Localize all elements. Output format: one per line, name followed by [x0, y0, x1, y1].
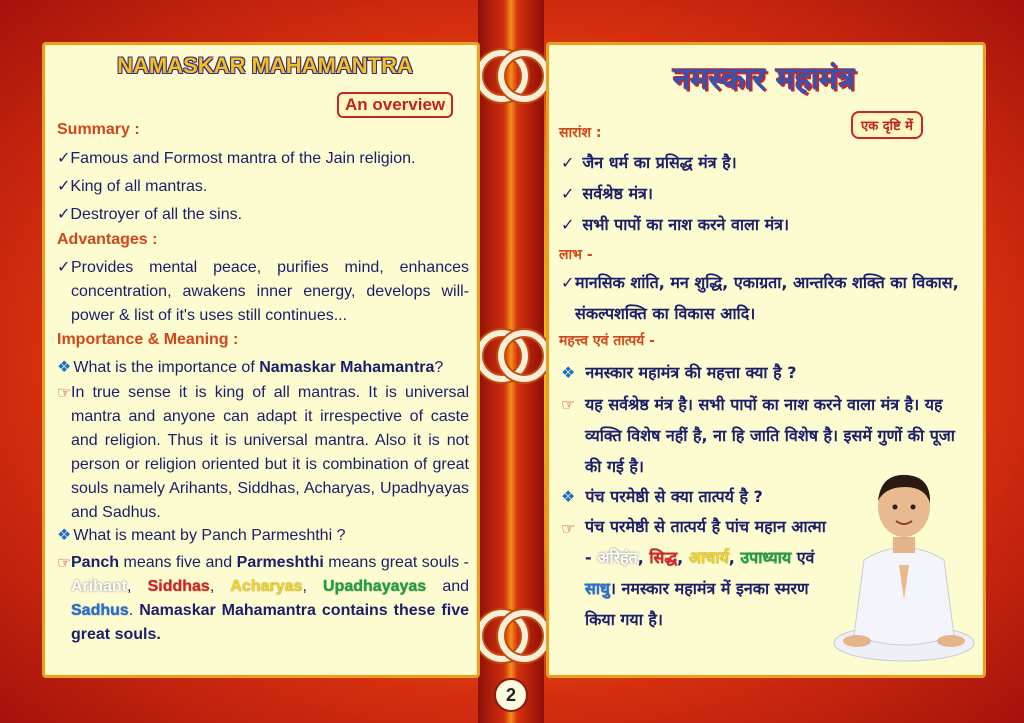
hand-pointer-icon: ☞ [561, 519, 576, 538]
hindi-page [546, 42, 986, 678]
hand-pointer-icon: ☞ [57, 555, 72, 572]
diamond-bullet-icon: ❖ [561, 363, 576, 382]
question-2: ❖ What is meant by Panch Parmeshthi ? [57, 527, 346, 544]
advantages-heading: Advantages : [57, 231, 158, 248]
page-title-hindi: नमस्कार महामंत्र [673, 61, 855, 97]
answer-2: Panch means five and Parmeshthi means great souls - Arihant, Siddhas, Acharyas, Upadhayayas and Sadhus. Namaskar Mahamantra contains these five great souls. [71, 554, 470, 643]
english-page [42, 42, 480, 678]
diamond-bullet-icon: ❖ [57, 359, 72, 376]
question-1: ❖ What is the importance of Namaskar Mahamantra? [57, 359, 444, 376]
diamond-bullet-icon: ❖ [57, 527, 72, 544]
answer-1-hindi: यह सर्वश्रेष्ठ मंत्र है। सभी पापों का नाश करने वाला मंत्र है। यह व्यक्ति विशेष नहीं है, ना हि जाति विशेष है। इसमें गुणों की पूजा की गई है। [585, 395, 955, 476]
binding-ring [498, 330, 550, 382]
summary-heading: Summary : [57, 121, 140, 138]
benefit-text-hindi: मानसिक शांति, मन शुद्धि, एकाग्रता, आन्तरिक शक्ति का विकास, संकल्पशक्ति का विकास आदि। [575, 273, 959, 323]
praying-child-image [829, 465, 979, 665]
answer-1: In true sense it is king of all mantras. It is universal mantra and anyone can adapt it irrespective of caste and religion. Thus it is universal mantra. Also it is not person or religion oriented but it is combination of great souls namely Arihants, Siddhas, Acharyas, Upadhyayas and Sadhus. [71, 384, 469, 521]
summary-item: ✓Destroyer of all the sins. [57, 206, 243, 223]
summary-item-hindi: ✓ सर्वश्रेष्ठ मंत्र। [561, 184, 653, 203]
importance-heading-hindi: महत्त्व एवं तात्पर्य - [559, 333, 655, 349]
hand-pointer-icon: ☞ [57, 385, 72, 402]
overview-badge: An overview [337, 92, 453, 118]
diamond-bullet-icon: ❖ [561, 487, 576, 506]
page-title: NAMASKAR MAHAMANTRA [117, 53, 413, 78]
benefit-heading-hindi: लाभ - [559, 247, 593, 263]
page-number: 2 [494, 678, 528, 712]
overview-badge-hindi: एक दृष्टि में [851, 111, 923, 139]
check-icon: ✓ [561, 273, 575, 292]
answer-2-hindi: पंच परमेष्ठी से तात्पर्य है पांच महान आत्मा - अरिहंत, सिद्ध, आचार्य, उपाध्याय एवं साधु। नमस्कार महामंत्र में इनका स्मरण किया गया है। [585, 517, 826, 629]
binding-ring [498, 610, 550, 662]
question-2-hindi: ❖ पंच परमेष्ठी से क्या तात्पर्य है ? [561, 487, 763, 506]
advantages-check-icon: ✓ [57, 259, 71, 276]
binding-ring [498, 50, 550, 102]
summary-item: ✓Famous and Formost mantra of the Jain religion. [57, 150, 416, 167]
importance-heading: Importance & Meaning : [57, 331, 239, 348]
question-1-hindi: ❖ नमस्कार महामंत्र की महत्ता क्या है ? [561, 363, 797, 382]
summary-item: ✓King of all mantras. [57, 178, 208, 195]
book-spine [478, 0, 544, 723]
summary-heading-hindi: सारांश : [559, 125, 602, 141]
hand-pointer-icon: ☞ [561, 395, 576, 414]
summary-item-hindi: ✓ सभी पापों का नाश करने वाला मंत्र। [561, 215, 790, 234]
advantages-text: Provides mental peace, purifies mind, enhances concentration, awakens inner energy, develops will-power & list of it's uses still continues... [71, 259, 469, 324]
summary-item-hindi: ✓ जैन धर्म का प्रसिद्ध मंत्र है। [561, 153, 737, 172]
